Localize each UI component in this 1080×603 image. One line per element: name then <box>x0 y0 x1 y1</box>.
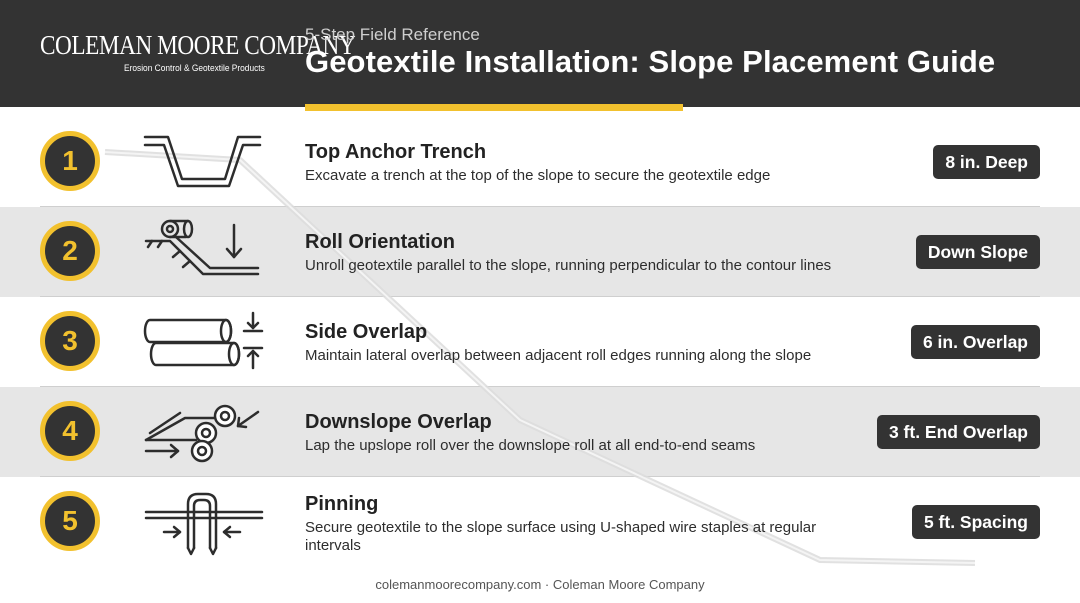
step-title: Downslope Overlap <box>305 411 492 433</box>
downslope-overlap-icon <box>140 393 265 473</box>
step-description: Maintain lateral overlap between adjacent roll edges running along the slope <box>305 347 812 364</box>
step-number-badge: 4 <box>40 401 100 461</box>
company-name: COLEMAN MOORE COMPANY <box>40 30 356 60</box>
company-logo <box>40 30 356 74</box>
step-number-badge: 5 <box>40 491 100 551</box>
page-title: Geotextile Installation: Slope Placement Guide <box>305 44 996 79</box>
row-divider <box>40 476 1040 477</box>
spec-badge: 8 in. Deep <box>933 145 1040 179</box>
step-number-badge: 2 <box>40 221 100 281</box>
step-description: Unroll geotextile parallel to the slope, running perpendicular to the contour lines <box>305 257 832 274</box>
step-number-badge: 3 <box>40 311 100 371</box>
row-divider <box>40 386 1040 387</box>
step-title: Roll Orientation <box>305 231 455 253</box>
step-title: Pinning <box>305 493 379 515</box>
company-tagline: Erosion Control & Geotextile Products <box>124 63 265 74</box>
step-number-badge: 1 <box>40 131 100 191</box>
spec-badge: 5 ft. Spacing <box>912 505 1040 539</box>
step-title: Side Overlap <box>305 321 428 343</box>
spec-badge: 3 ft. End Overlap <box>877 415 1040 449</box>
roll-orientation-icon <box>140 211 265 291</box>
spec-badge: Down Slope <box>916 235 1040 269</box>
page-footer: colemanmoorecompany.com · Coleman Moore Company <box>375 577 705 592</box>
title-accent-bar <box>305 104 683 111</box>
row-divider <box>40 296 1040 297</box>
page-subtitle: 5-Step Field Reference <box>305 25 480 44</box>
anchor-trench-icon <box>140 124 265 204</box>
step-description: Lap the upslope roll over the downslope roll at all end-to-end seams <box>305 437 756 454</box>
row-divider <box>40 206 1040 207</box>
page-header <box>0 0 1080 107</box>
step-description: Secure geotextile to the slope surface using U-shaped wire staples at regular intervals <box>305 519 817 554</box>
spec-badge: 6 in. Overlap <box>911 325 1040 359</box>
staple-pin-icon <box>140 482 265 562</box>
side-overlap-icon <box>140 303 265 383</box>
step-description: Excavate a trench at the top of the slope to secure the geotextile edge <box>305 167 771 184</box>
step-title: Top Anchor Trench <box>305 141 487 163</box>
